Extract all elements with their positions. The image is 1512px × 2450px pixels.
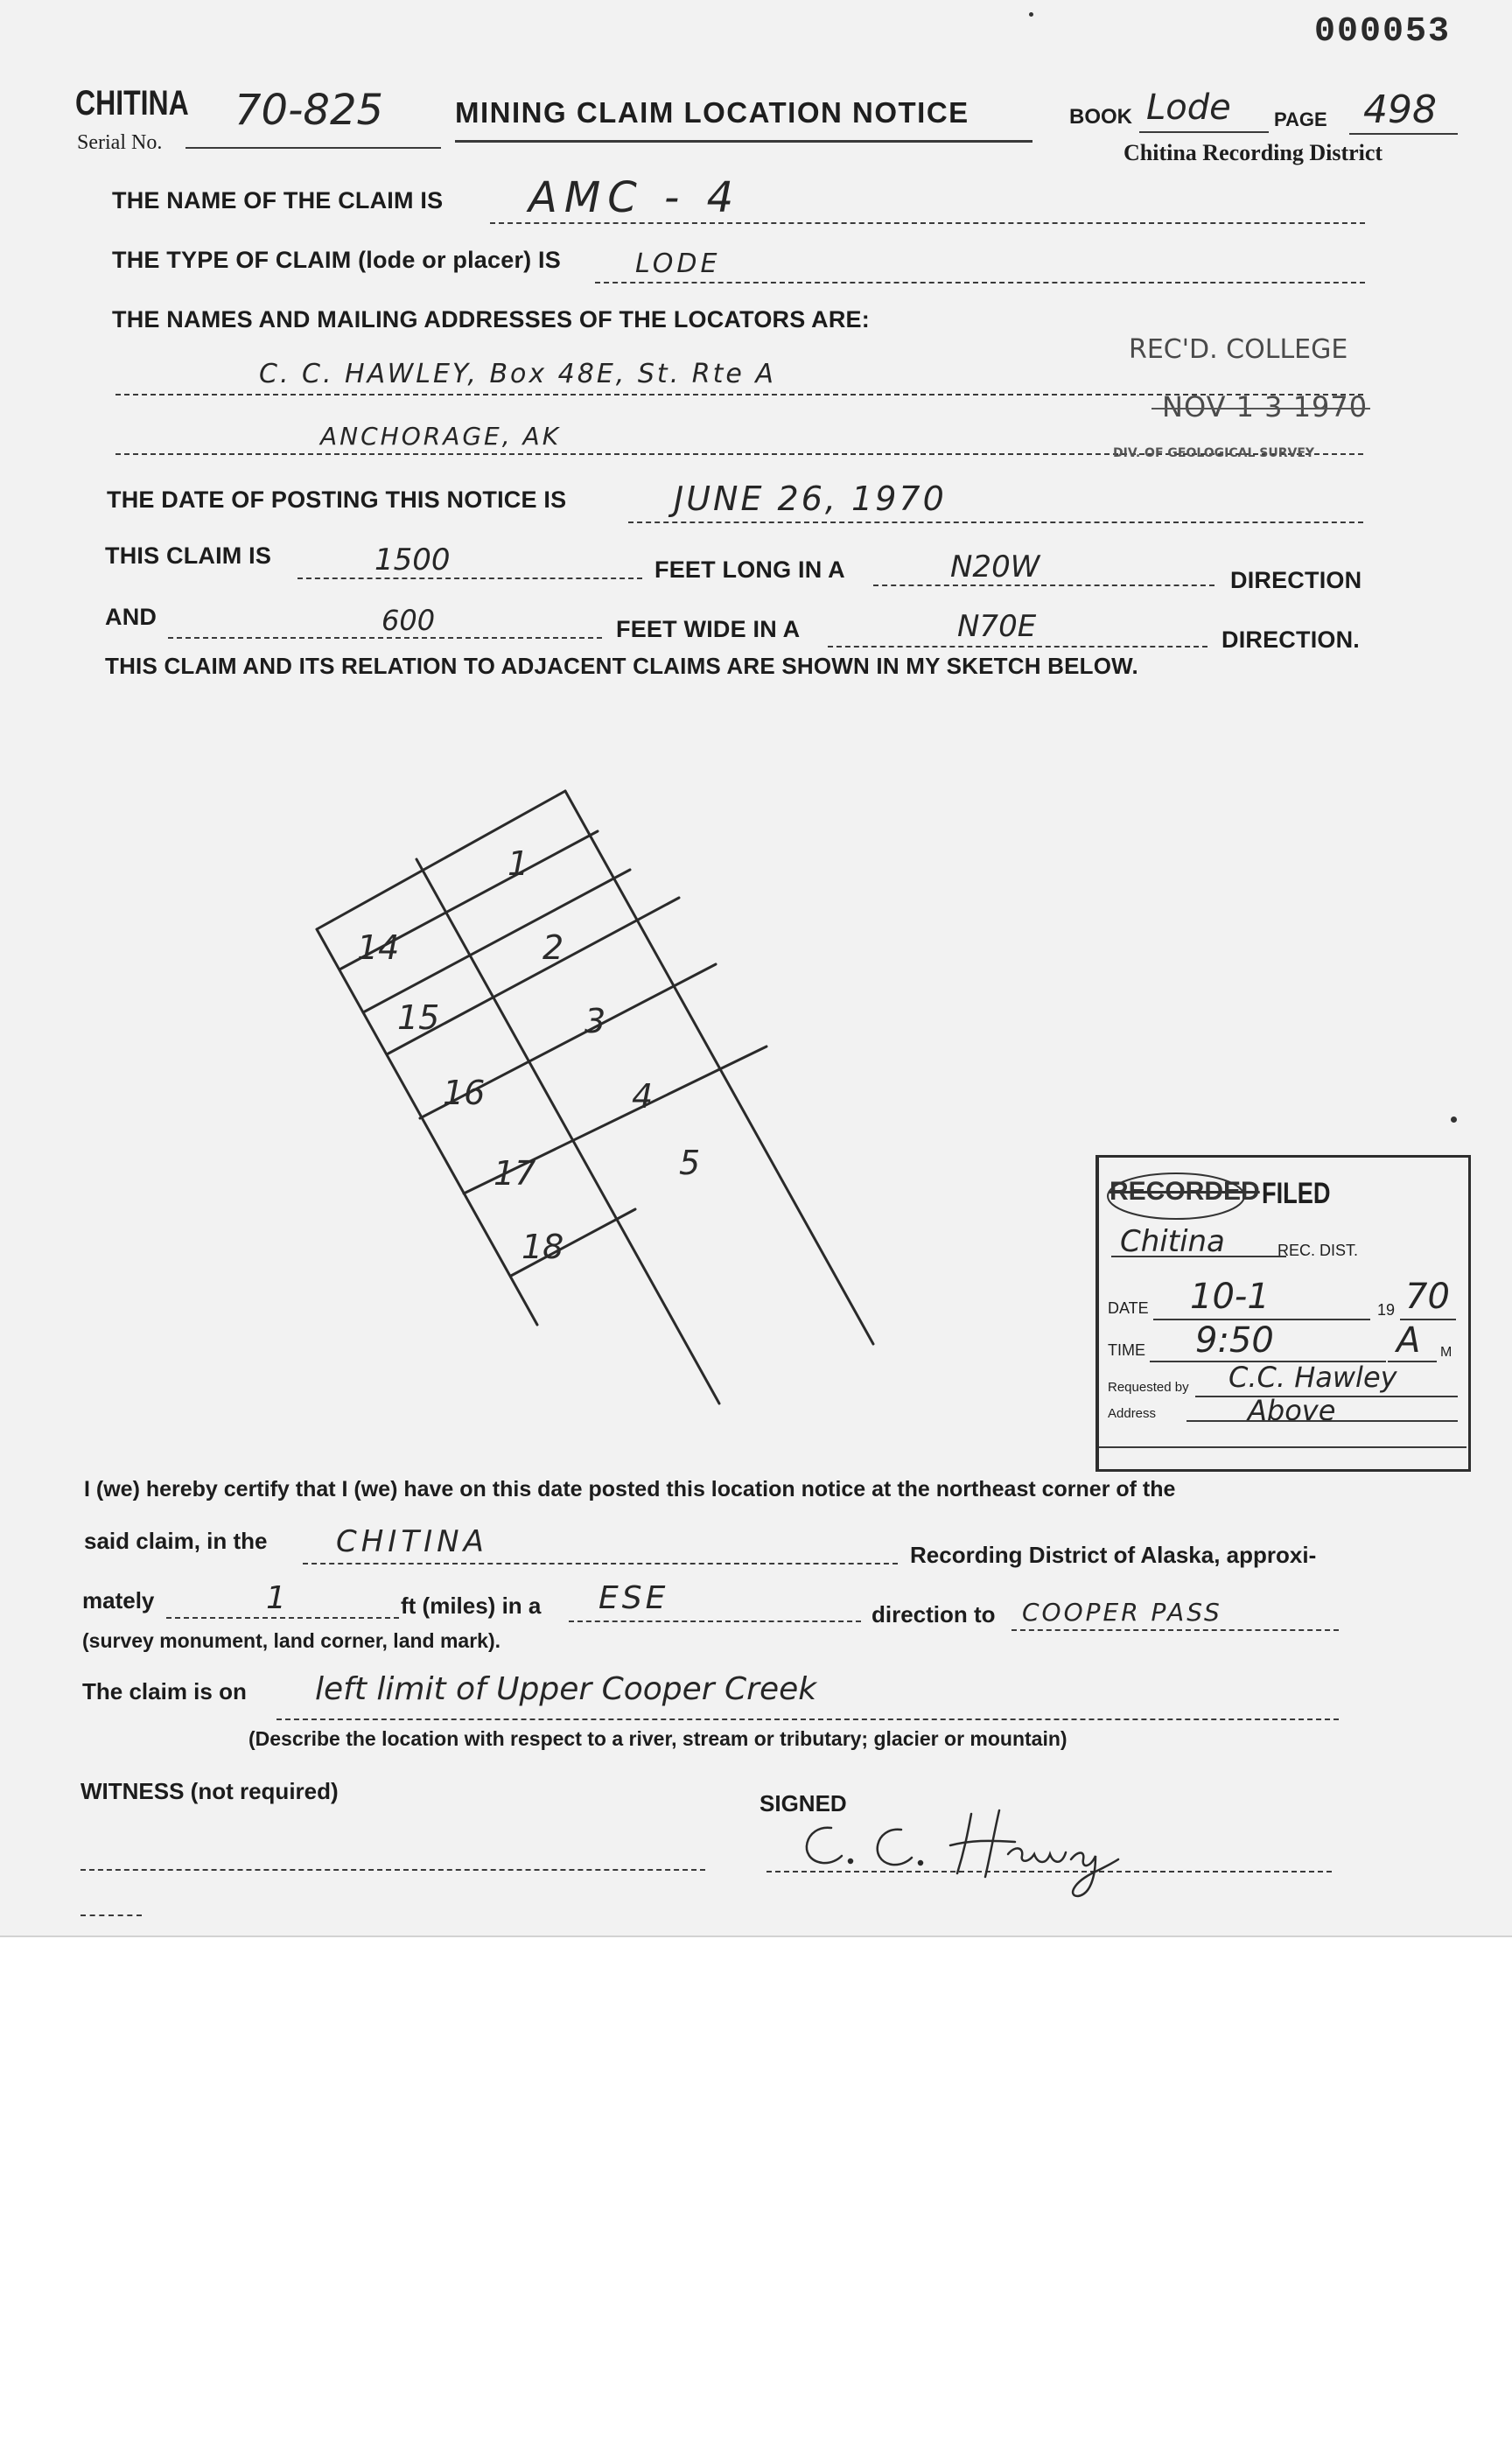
recording-district: Chitina Recording District [1124,140,1383,165]
width-label: AND [105,604,158,630]
page-value: 498 [1363,88,1437,132]
width-direction-value: N70E [957,609,1037,644]
sketch-claim-17: 17 [494,1154,536,1193]
filed-stamp-district-value: Chitina [1120,1224,1225,1259]
title-underline [455,140,1032,143]
length-value: 1500 [374,542,451,578]
sketch-claim-2: 2 [542,928,564,967]
certification-line-3a: mately [82,1587,155,1614]
page-underline [1349,133,1458,135]
witness-label: WITNESS (not required) [80,1778,339,1804]
filed-stamp-bottom-line [1099,1446,1466,1448]
document-number: 000053 [1314,12,1452,52]
sketch-middle-border [416,859,719,1404]
locator-line-1-value: C. C. HAWLEY, Box 48E, St. Rte A [259,359,776,389]
width-middle-label: FEET WIDE IN A [616,616,801,642]
received-stamp-strike [1152,408,1370,410]
length-label: THIS CLAIM IS [105,542,272,569]
location-value: left limit of Upper Cooper Creek [315,1671,817,1707]
book-underline [1139,131,1269,133]
sketch-claim-5: 5 [679,1144,701,1182]
location-label: The claim is on [82,1678,247,1704]
book-value: Lode [1146,88,1231,128]
certification-line-4: (survey monument, land corner, land mark). [82,1629,501,1652]
length-direction-value: N20W [950,550,1040,584]
sketch-right-border [565,791,873,1344]
district-line [303,1563,898,1564]
certification-line-1: I (we) hereby certify that I (we) have on this date posted this location notice at the northeast corner of the [84,1477,1176,1502]
claim-name-label: THE NAME OF THE CLAIM IS [112,187,444,214]
filed-stamp-date-value: 10-1 [1190,1277,1270,1317]
sketch-rung-2 [363,870,630,1012]
received-stamp-date: NOV 1 3 1970 [1162,390,1368,424]
claim-type-line [595,282,1365,284]
page-title: MINING CLAIM LOCATION NOTICE [455,96,970,129]
filed-stamp-m-suffix: M [1440,1345,1452,1360]
width-direction-word: DIRECTION. [1222,626,1361,653]
filed-stamp-district-line [1111,1256,1286,1257]
certification-line-2a: said claim, in the [84,1528,268,1554]
district-value: CHITINA [336,1524,488,1559]
filed-stamp-requested-value: C.C. Hawley [1228,1361,1397,1394]
filed-stamp [1096,1155,1471,1472]
posting-date-label: THE DATE OF POSTING THIS NOTICE IS [107,486,567,513]
serial-number: 70-825 [234,86,384,135]
witness-line-2 [80,1914,142,1916]
length-middle-label: FEET LONG IN A [654,556,845,583]
length-direction-word: DIRECTION [1230,567,1362,593]
sketch-claim-16: 16 [443,1074,486,1112]
claim-name-value: AMC - 4 [528,173,741,222]
landmark-value: COOPER PASS [1022,1598,1222,1627]
posting-date-line [628,522,1363,523]
received-stamp-division: DIV. OF GEOLOGICAL SURVEY [1113,446,1315,460]
sketch-left-border [317,929,537,1325]
locator-signature [770,1798,1172,1903]
claim-name-line [490,222,1365,224]
direction-value: ESE [598,1580,669,1616]
sketch-claim-4: 4 [632,1077,654,1116]
locators-label: THE NAMES AND MAILING ADDRESSES OF THE LOCATORS ARE: [112,306,870,332]
filed-stamp-year-prefix: 19 [1377,1301,1396,1319]
filed-stamp-district-label: REC. DIST. [1278,1242,1359,1259]
certification-line-3c: direction to [872,1601,996,1628]
received-stamp-line1: REC'D. COLLEGE [1129,334,1348,365]
locator-line-2-value: ANCHORAGE, AK [320,422,562,451]
scan-speck [1451,1116,1457,1123]
sketch-claim-3: 3 [584,1002,606,1040]
location-line [276,1718,1339,1720]
length-value-line [298,578,642,579]
witness-line [80,1869,705,1871]
landmark-line [1012,1629,1339,1631]
certification-line-3b: ft (miles) in a [401,1592,542,1619]
sketch-claim-1: 1 [508,844,529,883]
sketch-claim-18: 18 [522,1228,564,1266]
claim-type-label: THE TYPE OF CLAIM (lode or placer) IS [112,247,561,273]
filed-stamp-address-label: Address [1108,1406,1157,1421]
filed-stamp-time-label: TIME [1108,1341,1145,1359]
page-label: PAGE [1274,108,1327,130]
certification-line-2b: Recording District of Alaska, approxi- [910,1542,1317,1568]
distance-line [166,1617,399,1619]
serial-label: Serial No. [77,131,163,154]
book-label: BOOK [1069,105,1132,129]
filed-stamp-ampm-value: A [1396,1320,1421,1361]
filed-stamp-address-line [1186,1420,1458,1422]
direction-line [569,1620,861,1622]
signed-label: SIGNED [760,1790,847,1816]
claim-type-value: LODE [635,248,721,279]
district-heading: CHITINA [75,84,189,122]
filed-stamp-date-label: DATE [1108,1299,1149,1317]
location-hint: (Describe the location with respect to a river, stream or tributary; glacier or mountain) [248,1727,1068,1750]
filed-stamp-address-value: Above [1248,1394,1336,1427]
width-value-line [168,637,602,639]
length-direction-line [873,584,1214,586]
distance-value: 1 [266,1580,286,1616]
posting-date-value: JUNE 26, 1970 [674,480,947,518]
filed-stamp-requested-label: Requested by [1108,1380,1189,1395]
claim-sketch [289,779,901,1426]
serial-underline [186,147,441,149]
width-direction-line [828,646,1208,648]
filed-stamp-year-value: 70 [1405,1277,1450,1317]
sketch-claim-14: 14 [357,928,400,967]
scan-speck [1029,12,1033,17]
filed-stamp-title: FILED [1262,1177,1331,1210]
sketch-caption: THIS CLAIM AND ITS RELATION TO ADJACENT CLAIMS ARE SHOWN IN MY SKETCH BELOW. [105,653,1138,679]
filed-stamp-circle [1102,1166,1251,1228]
width-value: 600 [382,604,436,637]
sketch-claim-15: 15 [397,998,440,1037]
filed-stamp-time-value: 9:50 [1195,1320,1274,1361]
filed-stamp-recorded: RECORDED [1110,1177,1260,1206]
